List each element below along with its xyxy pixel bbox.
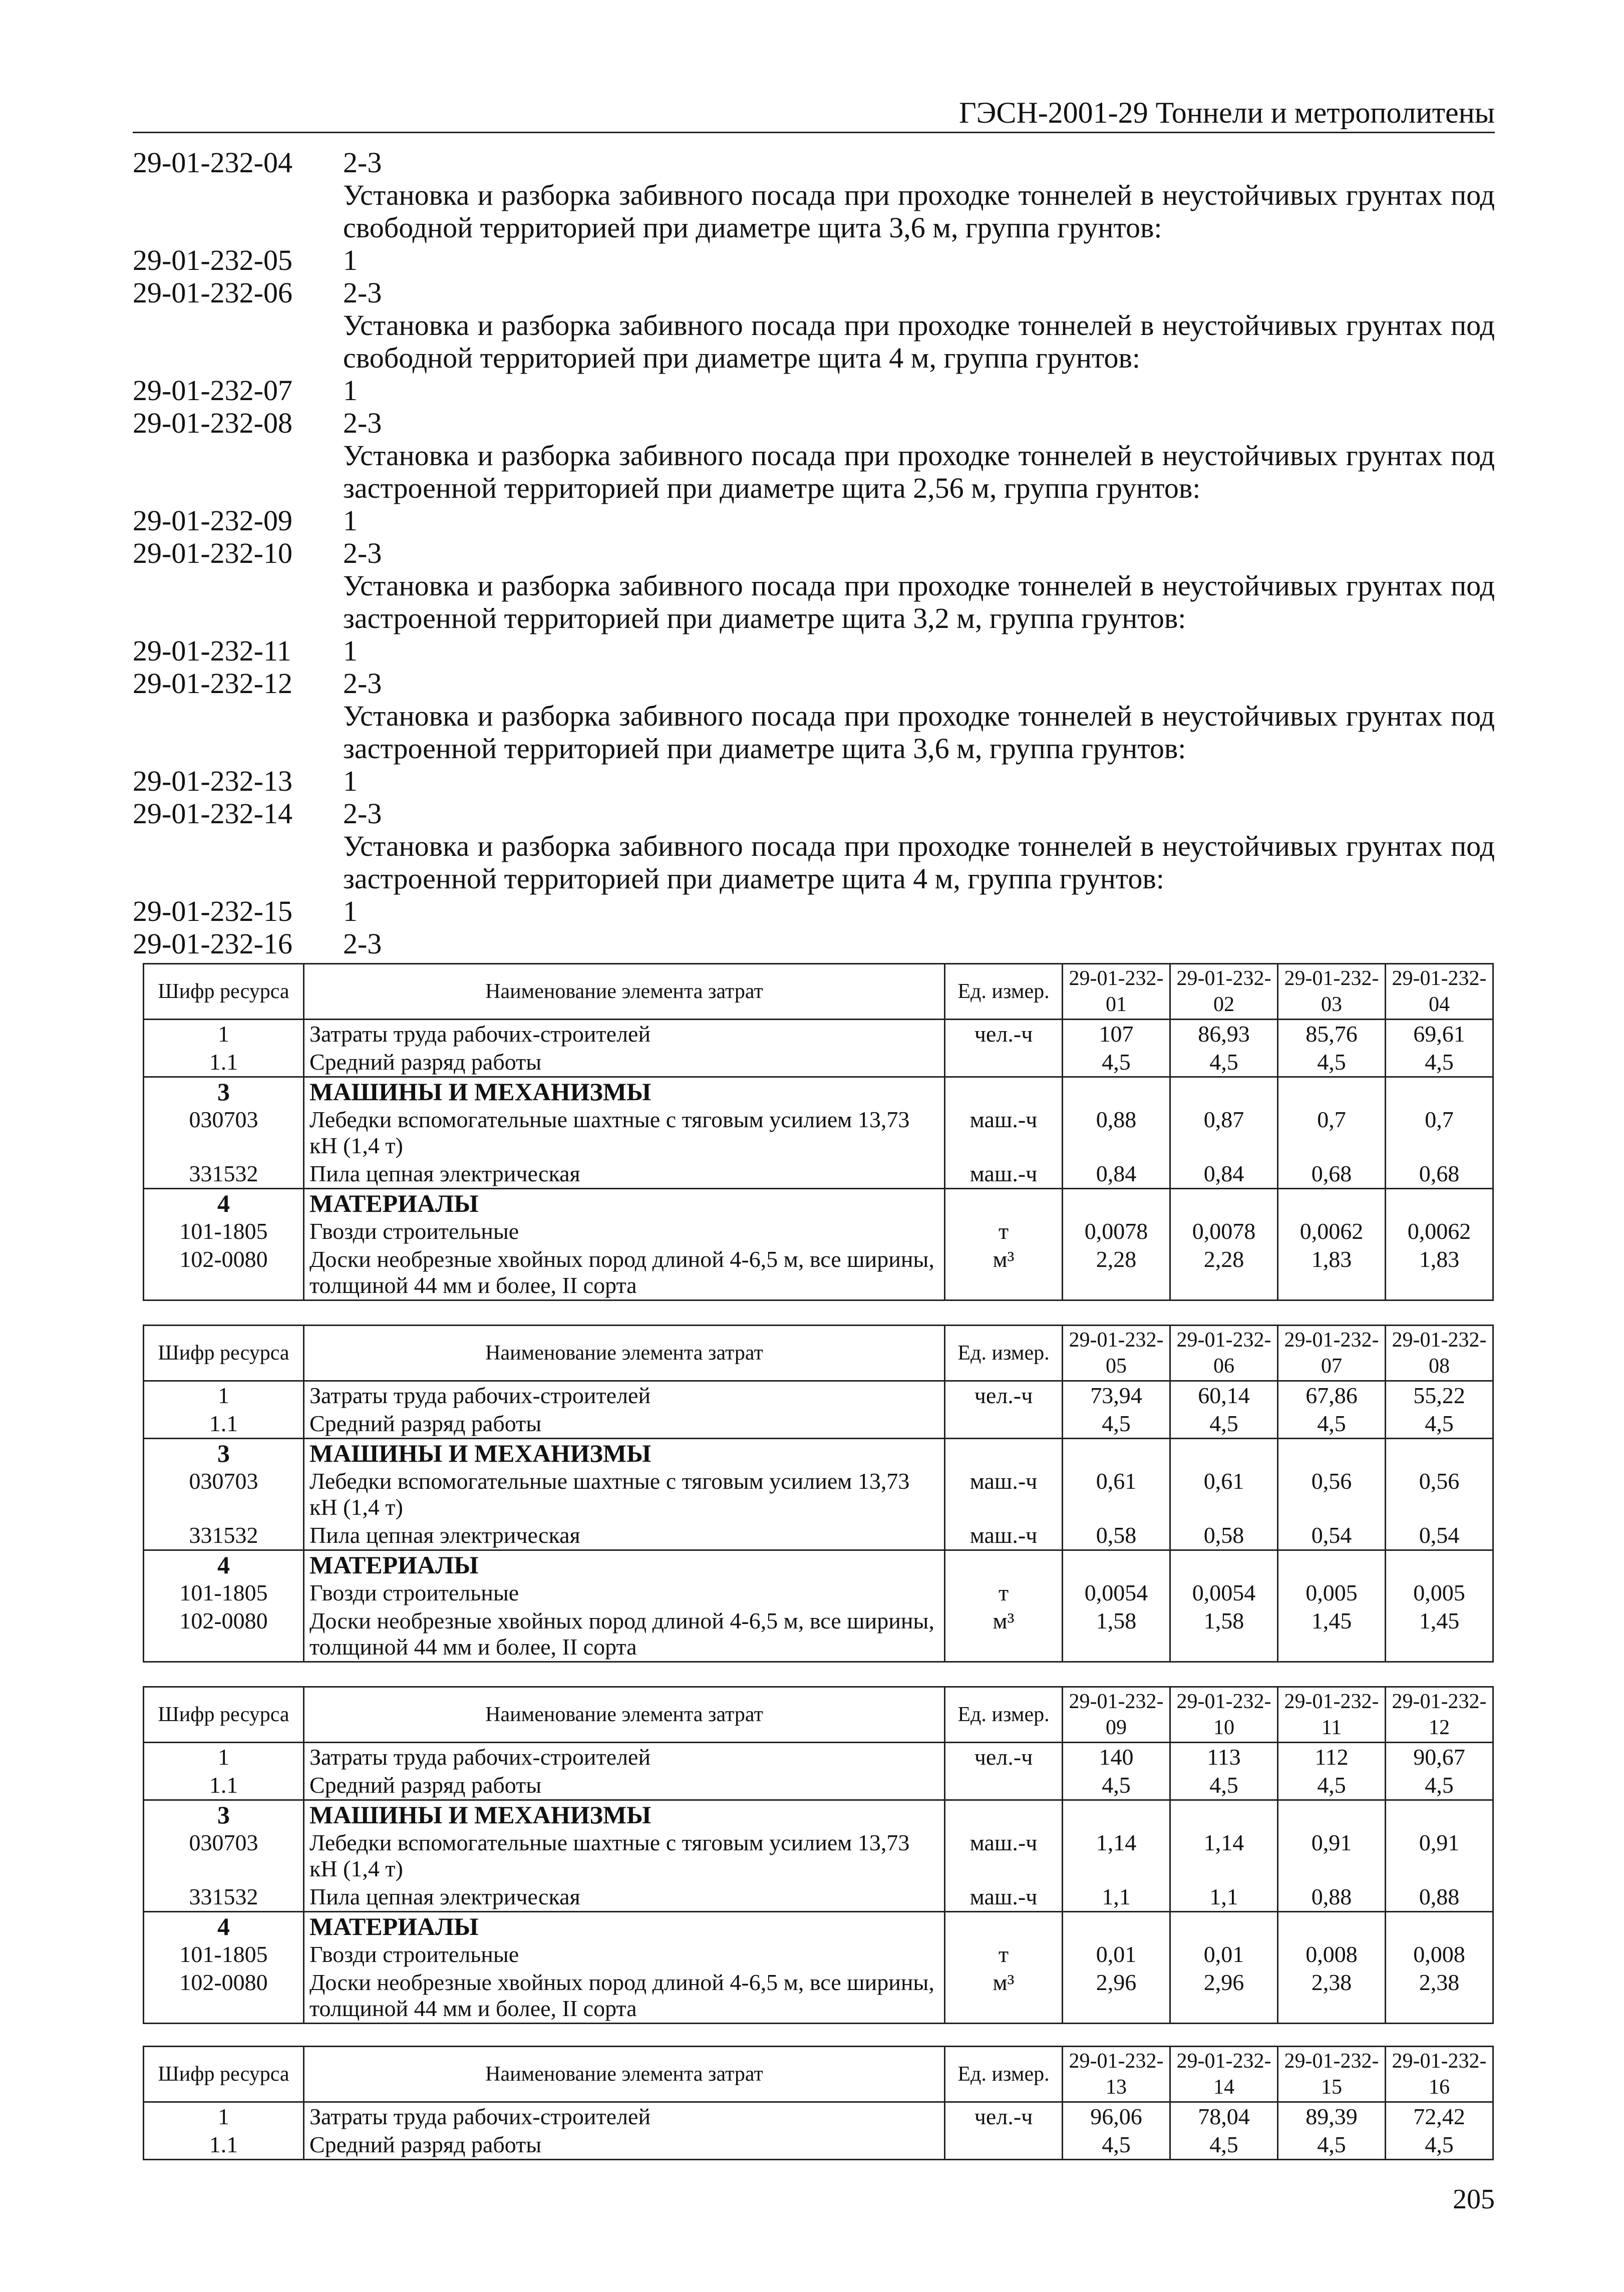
norm-value: 0,58 (1170, 1521, 1278, 1550)
norm-value: 0,54 (1386, 1521, 1493, 1550)
norm-entries-list (133, 146, 1495, 960)
unit-of-measure (945, 1189, 1063, 1218)
cost-element-name: МАШИНЫ И МЕХАНИЗМЫ (304, 1439, 945, 1468)
soil-group: 1 (343, 765, 358, 797)
norm-value: 72,42 (1386, 2102, 1493, 2131)
resource-code: 1 (144, 1020, 304, 1049)
unit-of-measure (945, 1077, 1063, 1106)
header-norm-column: 29-01-232-12 (1386, 1687, 1493, 1743)
norm-value: 0,005 (1278, 1579, 1386, 1607)
soil-group: 1 (343, 634, 358, 667)
table-header-row (144, 2047, 1493, 2102)
resource-code: 1 (144, 2102, 304, 2131)
resource-table (143, 963, 1494, 1301)
norm-description: Установка и разборка забивного посада при проходке тоннелей в неустойчивых грунтах под застроенной территорией при диаметре щита 2,56 м, группа грунтов: (343, 439, 1495, 504)
norm-code-row (133, 634, 1495, 667)
norm-value: 96,06 (1063, 2102, 1170, 2131)
soil-group: 1 (343, 504, 358, 537)
unit-of-measure: м³ (945, 1607, 1063, 1662)
cost-element-name: Гвозди строительные (304, 1940, 945, 1969)
norm-code-row (133, 797, 1495, 830)
header-norm-column: 29-01-232-10 (1170, 1687, 1278, 1743)
table-row (144, 1381, 1493, 1410)
header-resource-code: Шифр ресурса (144, 2047, 304, 2102)
norm-value: 0,61 (1170, 1467, 1278, 1521)
table-row (144, 1245, 1493, 1300)
norm-value: 0,0078 (1063, 1217, 1170, 1245)
norm-code: 29-01-232-14 (133, 797, 292, 830)
norm-value: 4,5 (1063, 1771, 1170, 1800)
norm-value: 4,5 (1170, 1410, 1278, 1439)
header-norm-column: 29-01-232-13 (1063, 2047, 1170, 2102)
resource-code: 4 (144, 1912, 304, 1941)
resource-code: 1 (144, 1381, 304, 1410)
table-row (144, 1912, 1493, 1941)
norm-value: 1,58 (1170, 1607, 1278, 1662)
norm-code: 29-01-232-08 (133, 407, 292, 439)
norm-value: 0,88 (1278, 1883, 1386, 1912)
cost-element-name: Средний разряд работы (304, 2131, 945, 2160)
unit-of-measure (945, 1550, 1063, 1579)
table-row (144, 1800, 1493, 1829)
cost-element-name: Доски необрезные хвойных пород длиной 4-6,5 м, все ширины, толщиной 44 мм и более, II сорта (304, 1969, 945, 2024)
norm-value: 0,7 (1386, 1106, 1493, 1160)
cost-element-name: Средний разряд работы (304, 1771, 945, 1800)
cost-element-name: МАШИНЫ И МЕХАНИЗМЫ (304, 1077, 945, 1106)
table-row (144, 1579, 1493, 1607)
unit-of-measure: чел.-ч (945, 2102, 1063, 2131)
norm-value: 0,88 (1063, 1106, 1170, 1160)
soil-group: 2-3 (343, 407, 382, 439)
norm-value: 4,5 (1386, 1048, 1493, 1077)
norm-code-row (133, 374, 1495, 407)
norm-code: 29-01-232-06 (133, 276, 292, 309)
norm-code-row (133, 667, 1495, 700)
norm-value: 1,14 (1170, 1829, 1278, 1883)
norm-code-row (133, 765, 1495, 797)
table-row (144, 1439, 1493, 1468)
resource-code: 4 (144, 1189, 304, 1218)
norm-value: 2,38 (1278, 1969, 1386, 2024)
soil-group: 2-3 (343, 146, 382, 179)
resource-code: 101-1805 (144, 1217, 304, 1245)
norm-value: 1,58 (1063, 1607, 1170, 1662)
norm-value: 107 (1063, 1020, 1170, 1049)
norm-value: 1,83 (1278, 1245, 1386, 1300)
table-row (144, 1829, 1493, 1883)
cost-element-name: Затраты труда рабочих-строителей (304, 1381, 945, 1410)
norm-description: Установка и разборка забивного посада при проходке тоннелей в неустойчивых грунтах под застроенной территорией при диаметре щита 3,2 м, группа грунтов: (343, 569, 1495, 634)
unit-of-measure (945, 2131, 1063, 2160)
resource-code: 331532 (144, 1521, 304, 1550)
header-resource-code: Шифр ресурса (144, 1687, 304, 1743)
header-norm-column: 29-01-232-08 (1386, 1326, 1493, 1381)
resource-code: 030703 (144, 1467, 304, 1521)
unit-of-measure: маш.-ч (945, 1829, 1063, 1883)
unit-of-measure: маш.-ч (945, 1521, 1063, 1550)
norm-value: 0,54 (1278, 1521, 1386, 1550)
norm-value: 4,5 (1386, 1410, 1493, 1439)
norm-value: 0,88 (1386, 1883, 1493, 1912)
norm-description: Установка и разборка забивного посада при проходке тоннелей в неустойчивых грунтах под свободной территорией при диаметре щита 4 м, группа грунтов: (343, 309, 1495, 374)
table-row (144, 1160, 1493, 1189)
norm-value: 2,96 (1063, 1969, 1170, 2024)
norm-value: 86,93 (1170, 1020, 1278, 1049)
norm-value: 1,1 (1170, 1883, 1278, 1912)
cost-element-name: МАТЕРИАЛЫ (304, 1550, 945, 1579)
norm-code: 29-01-232-07 (133, 374, 292, 407)
norm-value: 0,56 (1386, 1467, 1493, 1521)
unit-of-measure: чел.-ч (945, 1743, 1063, 1772)
norm-value (1063, 1439, 1170, 1468)
cost-element-name: Доски необрезные хвойных пород длиной 4-6,5 м, все ширины, толщиной 44 мм и более, II сорта (304, 1607, 945, 1662)
cost-element-name: Лебедки вспомогательные шахтные с тяговым усилием 13,73 кН (1,4 т) (304, 1829, 945, 1883)
norm-code: 29-01-232-13 (133, 765, 292, 797)
norm-code-row (133, 146, 1495, 179)
norm-code-row (133, 895, 1495, 927)
unit-of-measure: маш.-ч (945, 1160, 1063, 1189)
cost-element-name: Затраты труда рабочих-строителей (304, 2102, 945, 2131)
norm-description: Установка и разборка забивного посада при проходке тоннелей в неустойчивых грунтах под застроенной территорией при диаметре щита 3,6 м, группа грунтов: (343, 700, 1495, 765)
norm-value: 0,61 (1063, 1467, 1170, 1521)
resource-code: 101-1805 (144, 1940, 304, 1969)
norm-value (1278, 1550, 1386, 1579)
norm-value (1386, 1550, 1493, 1579)
norm-value: 4,5 (1063, 1048, 1170, 1077)
unit-of-measure (945, 1410, 1063, 1439)
norm-value: 1,45 (1278, 1607, 1386, 1662)
header-resource-code: Шифр ресурса (144, 1326, 304, 1381)
norm-value (1063, 1550, 1170, 1579)
unit-of-measure (945, 1912, 1063, 1941)
norm-value: 1,83 (1386, 1245, 1493, 1300)
norm-value: 0,0062 (1386, 1217, 1493, 1245)
norm-value (1386, 1912, 1493, 1941)
norm-value: 2,28 (1063, 1245, 1170, 1300)
header-norm-column: 29-01-232-07 (1278, 1326, 1386, 1381)
norm-value: 0,84 (1063, 1160, 1170, 1189)
norm-value: 140 (1063, 1743, 1170, 1772)
norm-value: 0,0078 (1170, 1217, 1278, 1245)
cost-element-name: Доски необрезные хвойных пород длиной 4-6,5 м, все ширины, толщиной 44 мм и более, II сорта (304, 1245, 945, 1300)
norm-value: 1,45 (1386, 1607, 1493, 1662)
cost-element-name: Лебедки вспомогательные шахтные с тяговым усилием 13,73 кН (1,4 т) (304, 1106, 945, 1160)
norm-value: 0,01 (1170, 1940, 1278, 1969)
norm-value (1278, 1912, 1386, 1941)
norm-code: 29-01-232-16 (133, 927, 292, 960)
norm-value: 0,0054 (1170, 1579, 1278, 1607)
soil-group: 2-3 (343, 537, 382, 569)
norm-value: 67,86 (1278, 1381, 1386, 1410)
cost-element-name: Гвозди строительные (304, 1579, 945, 1607)
norm-value: 90,67 (1386, 1743, 1493, 1772)
header-norm-column: 29-01-232-04 (1386, 964, 1493, 1020)
norm-description: Установка и разборка забивного посада при проходке тоннелей в неустойчивых грунтах под свободной территорией при диаметре щита 3,6 м, группа грунтов: (343, 179, 1495, 244)
table-row (144, 1217, 1493, 1245)
cost-element-name: МАТЕРИАЛЫ (304, 1189, 945, 1218)
norm-value: 1,1 (1063, 1883, 1170, 1912)
table-header-row (144, 1326, 1493, 1381)
norm-value: 2,38 (1386, 1969, 1493, 2024)
unit-of-measure: т (945, 1217, 1063, 1245)
norm-code: 29-01-232-04 (133, 146, 292, 179)
norm-value (1170, 1912, 1278, 1941)
norm-value (1063, 1800, 1170, 1829)
norm-value: 0,68 (1278, 1160, 1386, 1189)
norm-code: 29-01-232-05 (133, 244, 292, 276)
resource-code: 4 (144, 1550, 304, 1579)
table-row (144, 1883, 1493, 1912)
resource-code: 331532 (144, 1160, 304, 1189)
norm-value (1386, 1077, 1493, 1106)
resource-code: 030703 (144, 1106, 304, 1160)
table-row (144, 2102, 1493, 2131)
norm-value: 4,5 (1170, 1771, 1278, 1800)
norm-value: 0,58 (1063, 1521, 1170, 1550)
header-unit: Ед. измер. (945, 1687, 1063, 1743)
table-row (144, 1550, 1493, 1579)
table-row (144, 1048, 1493, 1077)
table-header-row (144, 964, 1493, 1020)
norm-value: 0,84 (1170, 1160, 1278, 1189)
norm-value: 2,96 (1170, 1969, 1278, 2024)
table-header-row (144, 1687, 1493, 1743)
table-row (144, 1106, 1493, 1160)
cost-element-name: МАШИНЫ И МЕХАНИЗМЫ (304, 1800, 945, 1829)
norm-value: 4,5 (1278, 1410, 1386, 1439)
table-row (144, 2131, 1493, 2160)
norm-value: 0,0054 (1063, 1579, 1170, 1607)
norm-code: 29-01-232-15 (133, 895, 292, 927)
header-norm-column: 29-01-232-03 (1278, 964, 1386, 1020)
resource-code: 1.1 (144, 2131, 304, 2160)
resource-table (143, 1325, 1494, 1663)
unit-of-measure: маш.-ч (945, 1467, 1063, 1521)
unit-of-measure: т (945, 1940, 1063, 1969)
norm-value (1063, 1912, 1170, 1941)
resource-table (143, 2046, 1494, 2160)
unit-of-measure (945, 1800, 1063, 1829)
cost-element-name: Затраты труда рабочих-строителей (304, 1743, 945, 1772)
resource-code: 102-0080 (144, 1969, 304, 2024)
norm-value: 0,008 (1278, 1940, 1386, 1969)
header-norm-column: 29-01-232-06 (1170, 1326, 1278, 1381)
unit-of-measure (945, 1439, 1063, 1468)
header-norm-column: 29-01-232-09 (1063, 1687, 1170, 1743)
norm-value: 113 (1170, 1743, 1278, 1772)
resource-code: 102-0080 (144, 1245, 304, 1300)
table-row (144, 1607, 1493, 1662)
header-unit: Ед. измер. (945, 2047, 1063, 2102)
header-cost-element: Наименование элемента затрат (304, 1687, 945, 1743)
table-row (144, 1771, 1493, 1800)
norm-value (1063, 1077, 1170, 1106)
norm-value (1170, 1439, 1278, 1468)
resource-code: 3 (144, 1439, 304, 1468)
cost-element-name: Средний разряд работы (304, 1410, 945, 1439)
soil-group: 2-3 (343, 927, 382, 960)
norm-value: 4,5 (1170, 2131, 1278, 2160)
header-norm-column: 29-01-232-05 (1063, 1326, 1170, 1381)
norm-value: 4,5 (1278, 1771, 1386, 1800)
table-row (144, 1969, 1493, 2024)
unit-of-measure (945, 1771, 1063, 1800)
table-row (144, 1189, 1493, 1218)
norm-description: Установка и разборка забивного посада при проходке тоннелей в неустойчивых грунтах под застроенной территорией при диаметре щита 4 м, группа грунтов: (343, 830, 1495, 895)
norm-value (1386, 1439, 1493, 1468)
running-header: ГЭСН-2001-29 Тоннели и метрополитены (959, 96, 1495, 129)
norm-value: 0,005 (1386, 1579, 1493, 1607)
unit-of-measure: т (945, 1579, 1063, 1607)
table-row (144, 1743, 1493, 1772)
norm-code-row (133, 276, 1495, 309)
header-cost-element: Наименование элемента затрат (304, 964, 945, 1020)
unit-of-measure: маш.-ч (945, 1883, 1063, 1912)
header-norm-column: 29-01-232-02 (1170, 964, 1278, 1020)
header-unit: Ед. измер. (945, 964, 1063, 1020)
norm-value: 0,91 (1278, 1829, 1386, 1883)
norm-value (1170, 1550, 1278, 1579)
cost-element-name: Пила цепная электрическая (304, 1160, 945, 1189)
norm-value: 60,14 (1170, 1381, 1278, 1410)
resource-code: 1.1 (144, 1410, 304, 1439)
norm-value: 4,5 (1386, 1771, 1493, 1800)
norm-value: 4,5 (1170, 1048, 1278, 1077)
norm-value: 112 (1278, 1743, 1386, 1772)
table-row (144, 1521, 1493, 1550)
header-unit: Ед. измер. (945, 1326, 1063, 1381)
norm-value: 4,5 (1063, 2131, 1170, 2160)
page-number: 205 (1453, 2184, 1495, 2215)
resource-table (143, 1686, 1494, 2024)
soil-group: 1 (343, 244, 358, 276)
cost-element-name: Пила цепная электрическая (304, 1883, 945, 1912)
norm-value: 55,22 (1386, 1381, 1493, 1410)
norm-value: 69,61 (1386, 1020, 1493, 1049)
norm-value (1170, 1189, 1278, 1218)
unit-of-measure: маш.-ч (945, 1106, 1063, 1160)
unit-of-measure: м³ (945, 1245, 1063, 1300)
norm-value: 4,5 (1063, 1410, 1170, 1439)
norm-value (1386, 1189, 1493, 1218)
cost-element-name: Лебедки вспомогательные шахтные с тяговым усилием 13,73 кН (1,4 т) (304, 1467, 945, 1521)
norm-code: 29-01-232-12 (133, 667, 292, 700)
norm-value: 85,76 (1278, 1020, 1386, 1049)
norm-code: 29-01-232-09 (133, 504, 292, 537)
norm-value (1063, 1189, 1170, 1218)
resource-code: 1.1 (144, 1048, 304, 1077)
unit-of-measure: чел.-ч (945, 1381, 1063, 1410)
unit-of-measure: м³ (945, 1969, 1063, 2024)
soil-group: 2-3 (343, 667, 382, 700)
unit-of-measure (945, 1048, 1063, 1077)
soil-group: 1 (343, 374, 358, 407)
resource-code: 1.1 (144, 1771, 304, 1800)
header-cost-element: Наименование элемента затрат (304, 2047, 945, 2102)
header-norm-column: 29-01-232-14 (1170, 2047, 1278, 2102)
cost-element-name: МАТЕРИАЛЫ (304, 1912, 945, 1941)
resource-code: 331532 (144, 1883, 304, 1912)
norm-value: 0,008 (1386, 1940, 1493, 1969)
soil-group: 2-3 (343, 276, 382, 309)
norm-value: 0,01 (1063, 1940, 1170, 1969)
norm-value: 78,04 (1170, 2102, 1278, 2131)
table-row (144, 1020, 1493, 1049)
norm-code: 29-01-232-11 (133, 634, 291, 667)
norm-value: 2,28 (1170, 1245, 1278, 1300)
norm-value: 1,14 (1063, 1829, 1170, 1883)
header-norm-column: 29-01-232-15 (1278, 2047, 1386, 2102)
norm-value: 0,68 (1386, 1160, 1493, 1189)
table-row (144, 1940, 1493, 1969)
norm-value: 0,0062 (1278, 1217, 1386, 1245)
norm-code: 29-01-232-10 (133, 537, 292, 569)
resource-code: 030703 (144, 1829, 304, 1883)
resource-code: 102-0080 (144, 1607, 304, 1662)
norm-value (1170, 1077, 1278, 1106)
norm-code-row (133, 244, 1495, 276)
norm-code-row (133, 927, 1495, 960)
norm-value: 4,5 (1278, 2131, 1386, 2160)
norm-value: 73,94 (1063, 1381, 1170, 1410)
norm-value: 4,5 (1386, 2131, 1493, 2160)
unit-of-measure: чел.-ч (945, 1020, 1063, 1049)
norm-value (1278, 1439, 1386, 1468)
soil-group: 1 (343, 895, 358, 927)
norm-value: 0,91 (1386, 1829, 1493, 1883)
norm-value: 89,39 (1278, 2102, 1386, 2131)
cost-element-name: Пила цепная электрическая (304, 1521, 945, 1550)
norm-code-row (133, 504, 1495, 537)
header-norm-column: 29-01-232-01 (1063, 964, 1170, 1020)
header-norm-column: 29-01-232-16 (1386, 2047, 1493, 2102)
norm-value (1386, 1800, 1493, 1829)
norm-value (1170, 1800, 1278, 1829)
norm-value (1278, 1800, 1386, 1829)
header-resource-code: Шифр ресурса (144, 964, 304, 1020)
norm-value: 0,56 (1278, 1467, 1386, 1521)
cost-element-name: Средний разряд работы (304, 1048, 945, 1077)
cost-element-name: Затраты труда рабочих-строителей (304, 1020, 945, 1049)
norm-code-row (133, 407, 1495, 439)
table-row (144, 1467, 1493, 1521)
norm-code-row (133, 537, 1495, 569)
norm-value (1278, 1189, 1386, 1218)
resource-code: 3 (144, 1077, 304, 1106)
norm-value (1278, 1077, 1386, 1106)
cost-element-name: Гвозди строительные (304, 1217, 945, 1245)
norm-value: 4,5 (1278, 1048, 1386, 1077)
resource-code: 101-1805 (144, 1579, 304, 1607)
soil-group: 2-3 (343, 797, 382, 830)
header-cost-element: Наименование элемента затрат (304, 1326, 945, 1381)
norm-value: 0,7 (1278, 1106, 1386, 1160)
norm-value: 0,87 (1170, 1106, 1278, 1160)
header-norm-column: 29-01-232-11 (1278, 1687, 1386, 1743)
resource-code: 1 (144, 1743, 304, 1772)
table-row (144, 1410, 1493, 1439)
table-row (144, 1077, 1493, 1106)
resource-code: 3 (144, 1800, 304, 1829)
header-rule (133, 132, 1495, 133)
